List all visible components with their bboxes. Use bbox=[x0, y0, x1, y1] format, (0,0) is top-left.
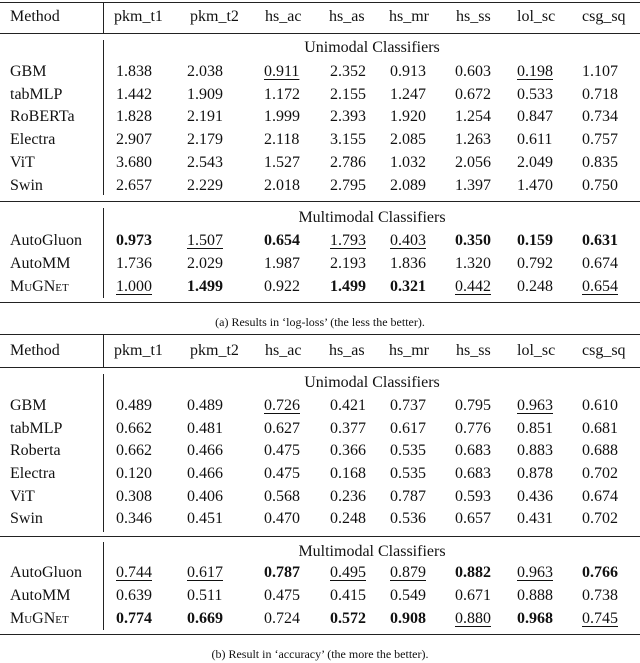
table-cell: 0.737 bbox=[390, 397, 426, 414]
table-top-rule bbox=[0, 334, 640, 335]
table-cell: 0.627 bbox=[264, 420, 300, 437]
table-cell: 0.617 bbox=[187, 564, 223, 581]
table-cell: 0.766 bbox=[582, 564, 618, 581]
header-divider bbox=[103, 2, 104, 33]
table-cell: 1.987 bbox=[264, 255, 300, 272]
table-cell: 0.631 bbox=[582, 232, 618, 249]
group-separator-rule bbox=[0, 536, 640, 537]
table-cell: 0.603 bbox=[455, 63, 491, 80]
column-header-pkm_t1: pkm_t1 bbox=[114, 8, 163, 25]
table-cell: 0.549 bbox=[390, 587, 426, 604]
table-cell: 2.907 bbox=[116, 131, 152, 148]
method-name: ViT bbox=[10, 154, 35, 171]
table-cell: 0.489 bbox=[116, 397, 152, 414]
table-cell: 2.049 bbox=[517, 154, 553, 171]
table-cell: 1.499 bbox=[330, 278, 366, 295]
table-cell: 0.168 bbox=[330, 465, 366, 482]
table-cell: 2.193 bbox=[330, 255, 366, 272]
method-name: AutoGluon bbox=[10, 564, 82, 581]
table-cell: 0.718 bbox=[582, 86, 618, 103]
table-cell: 0.198 bbox=[517, 63, 553, 80]
header-rule bbox=[0, 367, 640, 368]
table-caption: (a) Results in ‘log-loss’ (the less the better). bbox=[215, 315, 425, 329]
table-cell: 0.466 bbox=[187, 465, 223, 482]
table-cell: 0.406 bbox=[187, 488, 223, 505]
table-cell: 0.248 bbox=[517, 278, 553, 295]
table-cell: 2.029 bbox=[187, 255, 223, 272]
table-cell: 0.702 bbox=[582, 465, 618, 482]
column-header-method: Method bbox=[10, 342, 60, 359]
table-cell: 2.018 bbox=[264, 177, 300, 194]
method-name: ViT bbox=[10, 488, 35, 505]
table-cell: 0.683 bbox=[455, 442, 491, 459]
table-cell: 2.056 bbox=[455, 154, 491, 171]
method-name: GBM bbox=[10, 63, 47, 80]
table-cell: 0.475 bbox=[264, 587, 300, 604]
table-cell: 1.172 bbox=[264, 86, 300, 103]
table-cell: 0.879 bbox=[390, 564, 426, 581]
table-cell: 0.787 bbox=[390, 488, 426, 505]
table-cell: 0.466 bbox=[187, 442, 223, 459]
table-cell: 2.352 bbox=[330, 63, 366, 80]
table-cell: 2.089 bbox=[390, 177, 426, 194]
column-header-pkm_t1: pkm_t1 bbox=[114, 342, 163, 359]
table-cell: 0.533 bbox=[517, 86, 553, 103]
table-cell: 2.191 bbox=[187, 108, 223, 125]
table-cell: 1.507 bbox=[187, 232, 223, 249]
table-cell: 0.674 bbox=[582, 255, 618, 272]
table-cell: 0.688 bbox=[582, 442, 618, 459]
method-name: Electra bbox=[10, 465, 56, 482]
table-cell: 0.475 bbox=[264, 442, 300, 459]
column-header-hs_ac: hs_ac bbox=[265, 342, 302, 359]
table-cell: 1.397 bbox=[455, 177, 491, 194]
table-cell: 1.247 bbox=[390, 86, 426, 103]
column-header-lol_sc: lol_sc bbox=[517, 342, 556, 359]
table-cell: 0.451 bbox=[187, 510, 223, 527]
table-cell: 0.683 bbox=[455, 465, 491, 482]
table-cell: 0.913 bbox=[390, 63, 426, 80]
table-cell: 0.908 bbox=[390, 610, 426, 627]
table-cell: 1.442 bbox=[116, 86, 152, 103]
table-cell: 0.611 bbox=[517, 131, 553, 148]
table-cell: 0.681 bbox=[582, 420, 618, 437]
table-cell: 0.403 bbox=[390, 232, 426, 249]
table-cell: 0.726 bbox=[264, 397, 300, 414]
method-name: GBM bbox=[10, 397, 47, 414]
table-cell: 1.999 bbox=[264, 108, 300, 125]
table-cell: 0.436 bbox=[517, 488, 553, 505]
table-cell: 0.847 bbox=[517, 108, 553, 125]
table-cell: 1.499 bbox=[187, 278, 223, 295]
table-cell: 0.572 bbox=[330, 610, 366, 627]
table-cell: 2.543 bbox=[187, 154, 223, 171]
column-header-csg_sq: csg_sq bbox=[582, 8, 626, 25]
table-cell: 3.680 bbox=[116, 154, 152, 171]
column-header-pkm_t2: pkm_t2 bbox=[190, 342, 239, 359]
table-cell: 0.470 bbox=[264, 510, 300, 527]
table-cell: 0.431 bbox=[517, 510, 553, 527]
table-cell: 1.032 bbox=[390, 154, 426, 171]
table-cell: 0.662 bbox=[116, 420, 152, 437]
method-name: AutoMM bbox=[10, 587, 71, 604]
table-cell: 0.973 bbox=[116, 232, 152, 249]
method-name: MuGNet bbox=[10, 278, 69, 295]
method-column-divider bbox=[103, 40, 104, 195]
column-header-hs_mr: hs_mr bbox=[389, 8, 429, 25]
table-cell: 0.922 bbox=[264, 278, 300, 295]
table-cell: 0.757 bbox=[582, 131, 618, 148]
table-cell: 1.838 bbox=[116, 63, 152, 80]
table-cell: 0.350 bbox=[455, 232, 491, 249]
table-cell: 0.377 bbox=[330, 420, 366, 437]
table-cell: 0.366 bbox=[330, 442, 366, 459]
table-cell: 0.880 bbox=[455, 610, 491, 627]
table-cell: 1.793 bbox=[330, 232, 366, 249]
table-cell: 2.786 bbox=[330, 154, 366, 171]
method-name: RoBERTa bbox=[10, 108, 75, 125]
column-header-hs_ss: hs_ss bbox=[456, 8, 491, 25]
table-cell: 0.888 bbox=[517, 587, 553, 604]
group-title: Unimodal Classifiers bbox=[304, 374, 440, 391]
table-cell: 3.155 bbox=[330, 131, 366, 148]
table-cell: 0.481 bbox=[187, 420, 223, 437]
table-cell: 0.702 bbox=[582, 510, 618, 527]
table-cell: 0.835 bbox=[582, 154, 618, 171]
method-name: Swin bbox=[10, 177, 43, 194]
table-cell: 1.527 bbox=[264, 154, 300, 171]
table-top-rule bbox=[0, 2, 640, 3]
group-title: Multimodal Classifiers bbox=[298, 209, 446, 226]
table-cell: 1.000 bbox=[116, 278, 152, 295]
header-rule bbox=[0, 33, 640, 34]
table-cell: 0.662 bbox=[116, 442, 152, 459]
table-cell: 1.736 bbox=[116, 255, 152, 272]
table-cell: 0.792 bbox=[517, 255, 553, 272]
method-name: AutoGluon bbox=[10, 232, 82, 249]
table-cell: 0.724 bbox=[264, 610, 300, 627]
table-cell: 0.669 bbox=[187, 610, 223, 627]
table-cell: 0.511 bbox=[187, 587, 223, 604]
table-cell: 1.254 bbox=[455, 108, 491, 125]
table-cell: 2.657 bbox=[116, 177, 152, 194]
table-cell: 1.470 bbox=[517, 177, 553, 194]
table-cell: 0.248 bbox=[330, 510, 366, 527]
table-cell: 0.120 bbox=[116, 465, 152, 482]
table-cell: 0.593 bbox=[455, 488, 491, 505]
table-cell: 0.475 bbox=[264, 465, 300, 482]
table-cell: 0.963 bbox=[517, 564, 553, 581]
column-header-csg_sq: csg_sq bbox=[582, 342, 626, 359]
table-bottom-rule bbox=[0, 302, 640, 303]
table-cell: 0.745 bbox=[582, 610, 618, 627]
table-cell: 1.263 bbox=[455, 131, 491, 148]
column-header-hs_ac: hs_ac bbox=[265, 8, 302, 25]
table-cell: 0.738 bbox=[582, 587, 618, 604]
table-cell: 0.639 bbox=[116, 587, 152, 604]
table-caption: (b) Result in ‘accuracy’ (the more the better). bbox=[211, 647, 429, 661]
group-title: Multimodal Classifiers bbox=[298, 543, 446, 560]
column-header-lol_sc: lol_sc bbox=[517, 8, 556, 25]
table-cell: 0.734 bbox=[582, 108, 618, 125]
table-cell: 0.911 bbox=[264, 63, 300, 80]
table-cell: 1.920 bbox=[390, 108, 426, 125]
header-divider bbox=[103, 334, 104, 367]
table-cell: 0.535 bbox=[390, 442, 426, 459]
column-header-method: Method bbox=[10, 8, 60, 25]
table-cell: 0.442 bbox=[455, 278, 491, 295]
table-cell: 0.878 bbox=[517, 465, 553, 482]
column-header-hs_ss: hs_ss bbox=[456, 342, 491, 359]
method-name: AutoMM bbox=[10, 255, 71, 272]
table-cell: 0.346 bbox=[116, 510, 152, 527]
method-name: tabMLP bbox=[10, 86, 63, 103]
table-cell: 2.229 bbox=[187, 177, 223, 194]
table-cell: 2.155 bbox=[330, 86, 366, 103]
table-cell: 0.750 bbox=[582, 177, 618, 194]
group-title: Unimodal Classifiers bbox=[304, 39, 440, 56]
method-column-divider bbox=[103, 374, 104, 532]
table-cell: 0.744 bbox=[116, 564, 152, 581]
table-cell: 2.795 bbox=[330, 177, 366, 194]
table-cell: 1.320 bbox=[455, 255, 491, 272]
table-cell: 0.654 bbox=[264, 232, 300, 249]
table-cell: 0.489 bbox=[187, 397, 223, 414]
table-cell: 0.882 bbox=[455, 564, 491, 581]
table-cell: 0.657 bbox=[455, 510, 491, 527]
table-cell: 0.963 bbox=[517, 397, 553, 414]
table-cell: 0.495 bbox=[330, 564, 366, 581]
column-header-hs_as: hs_as bbox=[329, 342, 365, 359]
table-cell: 0.308 bbox=[116, 488, 152, 505]
group-separator-rule bbox=[0, 201, 640, 202]
column-header-pkm_t2: pkm_t2 bbox=[190, 8, 239, 25]
table-cell: 0.672 bbox=[455, 86, 491, 103]
table-cell: 0.421 bbox=[330, 397, 366, 414]
table-cell: 2.393 bbox=[330, 108, 366, 125]
table-cell: 0.568 bbox=[264, 488, 300, 505]
table-cell: 2.179 bbox=[187, 131, 223, 148]
table-cell: 0.851 bbox=[517, 420, 553, 437]
column-header-hs_as: hs_as bbox=[329, 8, 365, 25]
table-cell: 0.617 bbox=[390, 420, 426, 437]
table-cell: 0.536 bbox=[390, 510, 426, 527]
table-cell: 2.038 bbox=[187, 63, 223, 80]
table-cell: 0.159 bbox=[517, 232, 553, 249]
table-cell: 0.671 bbox=[455, 587, 491, 604]
table-cell: 0.321 bbox=[390, 278, 426, 295]
table-cell: 0.795 bbox=[455, 397, 491, 414]
method-name: Electra bbox=[10, 131, 56, 148]
table-cell: 0.610 bbox=[582, 397, 618, 414]
table-cell: 2.118 bbox=[264, 131, 300, 148]
method-name: tabMLP bbox=[10, 420, 63, 437]
table-bottom-rule bbox=[0, 634, 640, 635]
method-name: Roberta bbox=[10, 442, 61, 459]
table-cell: 1.836 bbox=[390, 255, 426, 272]
table-cell: 2.085 bbox=[390, 131, 426, 148]
table-cell: 1.909 bbox=[187, 86, 223, 103]
table-cell: 1.107 bbox=[582, 63, 618, 80]
table-cell: 1.828 bbox=[116, 108, 152, 125]
method-name: Swin bbox=[10, 510, 43, 527]
table-cell: 0.883 bbox=[517, 442, 553, 459]
table-cell: 0.776 bbox=[455, 420, 491, 437]
table-cell: 0.787 bbox=[264, 564, 300, 581]
column-header-hs_mr: hs_mr bbox=[389, 342, 429, 359]
table-cell: 0.674 bbox=[582, 488, 618, 505]
table-cell: 0.654 bbox=[582, 278, 618, 295]
table-cell: 0.968 bbox=[517, 610, 553, 627]
table-cell: 0.774 bbox=[116, 610, 152, 627]
table-cell: 0.535 bbox=[390, 465, 426, 482]
table-cell: 0.236 bbox=[330, 488, 366, 505]
method-name: MuGNet bbox=[10, 610, 69, 627]
table-cell: 0.415 bbox=[330, 587, 366, 604]
